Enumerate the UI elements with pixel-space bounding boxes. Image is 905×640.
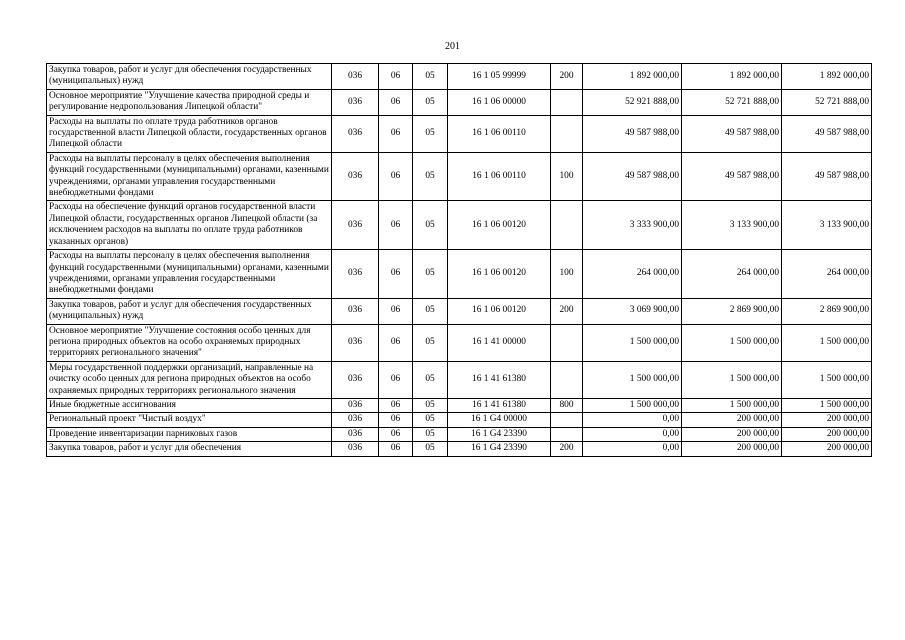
expense-type-cell	[551, 115, 583, 152]
subsection-cell: 05	[413, 115, 448, 152]
table-row	[47, 64, 872, 90]
expense-name-cell: Основное мероприятие "Улучшение состояния особо ценных для региона природных объектов на особо охраняемых природных территориях регионального значения"	[47, 324, 332, 361]
table-row	[47, 250, 872, 299]
ministry-code-cell: 036	[332, 115, 379, 152]
amount-year3-cell: 264 000,00	[782, 250, 872, 299]
amount-year1-cell: 1 892 000,00	[583, 64, 682, 90]
amount-year3-cell: 200 000,00	[782, 427, 872, 441]
table-row	[47, 89, 872, 115]
expense-name-cell: Иные бюджетные ассигнования	[47, 398, 332, 412]
ministry-code-cell: 036	[332, 250, 379, 299]
table-row	[47, 201, 872, 250]
amount-year2-cell: 1 500 000,00	[682, 361, 782, 398]
section-cell: 06	[379, 398, 413, 412]
amount-year2-cell: 52 721 888,00	[682, 89, 782, 115]
amount-year1-cell: 3 069 900,00	[583, 298, 682, 324]
table-row	[47, 115, 872, 152]
amount-year1-cell: 1 500 000,00	[583, 398, 682, 412]
amount-year2-cell: 200 000,00	[682, 413, 782, 427]
ministry-code-cell: 036	[332, 64, 379, 90]
expense-type-cell	[551, 361, 583, 398]
target-article-cell: 16 1 41 61380	[448, 361, 551, 398]
table-row	[47, 324, 872, 361]
amount-year3-cell: 3 133 900,00	[782, 201, 872, 250]
section-cell: 06	[379, 298, 413, 324]
amount-year3-cell: 1 500 000,00	[782, 398, 872, 412]
amount-year1-cell: 0,00	[583, 413, 682, 427]
section-cell: 06	[379, 64, 413, 90]
expense-name-cell: Расходы на обеспечение функций органов государственной власти Липецкой области, государственных органов Липецкой области (за исключением расходов на выплаты по оплате труда работников указанных органов)	[47, 201, 332, 250]
expense-name-cell: Основное мероприятие "Улучшение качества природной среды и регулирование недропользования Липецкой области"	[47, 89, 332, 115]
target-article-cell: 16 1 06 00120	[448, 201, 551, 250]
section-cell: 06	[379, 442, 413, 456]
amount-year3-cell: 1 500 000,00	[782, 361, 872, 398]
subsection-cell: 05	[413, 250, 448, 299]
expense-name-cell: Региональный проект "Чистый воздух"	[47, 413, 332, 427]
expense-type-cell: 100	[551, 152, 583, 201]
amount-year2-cell: 2 869 900,00	[682, 298, 782, 324]
expense-type-cell: 800	[551, 398, 583, 412]
expense-name-cell: Закупка товаров, работ и услуг для обеспечения государственных (муниципальных) нужд	[47, 298, 332, 324]
amount-year3-cell: 52 721 888,00	[782, 89, 872, 115]
amount-year2-cell: 200 000,00	[682, 442, 782, 456]
expense-type-cell	[551, 324, 583, 361]
section-cell: 06	[379, 427, 413, 441]
table-row	[47, 152, 872, 201]
expense-name-cell: Расходы на выплаты персоналу в целях обеспечения выполнения функций государственными (муниципальными) органами, казенными учреждениями, органами управления государственными внебюджетными фондами	[47, 250, 332, 299]
expense-type-cell	[551, 427, 583, 441]
target-article-cell: 16 1 06 00110	[448, 152, 551, 201]
amount-year1-cell: 264 000,00	[583, 250, 682, 299]
amount-year3-cell: 200 000,00	[782, 413, 872, 427]
expense-type-cell	[551, 201, 583, 250]
amount-year1-cell: 3 333 900,00	[583, 201, 682, 250]
budget-table	[46, 63, 872, 457]
amount-year1-cell: 0,00	[583, 442, 682, 456]
expense-type-cell: 200	[551, 298, 583, 324]
section-cell: 06	[379, 201, 413, 250]
amount-year3-cell: 1 892 000,00	[782, 64, 872, 90]
table-row	[47, 398, 872, 412]
amount-year1-cell: 1 500 000,00	[583, 361, 682, 398]
ministry-code-cell: 036	[332, 398, 379, 412]
ministry-code-cell: 036	[332, 442, 379, 456]
subsection-cell: 05	[413, 201, 448, 250]
expense-name-cell: Расходы на выплаты персоналу в целях обеспечения выполнения функций государственными (муниципальными) органами, казенными учреждениями, органами управления государственными внебюджетными фондами	[47, 152, 332, 201]
target-article-cell: 16 1 06 00000	[448, 89, 551, 115]
page-number: 201	[445, 41, 460, 52]
section-cell: 06	[379, 152, 413, 201]
ministry-code-cell: 036	[332, 298, 379, 324]
target-article-cell: 16 1 41 00000	[448, 324, 551, 361]
ministry-code-cell: 036	[332, 361, 379, 398]
table-row	[47, 427, 872, 441]
amount-year2-cell: 49 587 988,00	[682, 152, 782, 201]
amount-year2-cell: 3 133 900,00	[682, 201, 782, 250]
amount-year2-cell: 1 892 000,00	[682, 64, 782, 90]
expense-name-cell: Меры государственной поддержки организаций, направленные на очистку особо ценных для региона природных объектов на особо охраняемых природных территориях регионального значения	[47, 361, 332, 398]
expense-name-cell: Закупка товаров, работ и услуг для обеспечения	[47, 442, 332, 456]
ministry-code-cell: 036	[332, 427, 379, 441]
section-cell: 06	[379, 115, 413, 152]
amount-year3-cell: 49 587 988,00	[782, 115, 872, 152]
expense-type-cell	[551, 413, 583, 427]
table-row	[47, 298, 872, 324]
expense-type-cell	[551, 89, 583, 115]
table-row	[47, 413, 872, 427]
expense-type-cell: 200	[551, 442, 583, 456]
expense-type-cell: 200	[551, 64, 583, 90]
target-article-cell: 16 1 G4 23390	[448, 427, 551, 441]
ministry-code-cell: 036	[332, 201, 379, 250]
subsection-cell: 05	[413, 324, 448, 361]
section-cell: 06	[379, 361, 413, 398]
amount-year1-cell: 49 587 988,00	[583, 152, 682, 201]
section-cell: 06	[379, 413, 413, 427]
subsection-cell: 05	[413, 442, 448, 456]
table-row	[47, 361, 872, 398]
expense-type-cell: 100	[551, 250, 583, 299]
section-cell: 06	[379, 324, 413, 361]
amount-year2-cell: 264 000,00	[682, 250, 782, 299]
ministry-code-cell: 036	[332, 152, 379, 201]
subsection-cell: 05	[413, 427, 448, 441]
amount-year2-cell: 200 000,00	[682, 427, 782, 441]
subsection-cell: 05	[413, 361, 448, 398]
amount-year2-cell: 1 500 000,00	[682, 398, 782, 412]
subsection-cell: 05	[413, 413, 448, 427]
expense-name-cell: Проведение инвентаризации парниковых газов	[47, 427, 332, 441]
target-article-cell: 16 1 05 99999	[448, 64, 551, 90]
target-article-cell: 16 1 06 00120	[448, 250, 551, 299]
amount-year2-cell: 49 587 988,00	[682, 115, 782, 152]
table-row	[47, 442, 872, 456]
amount-year2-cell: 1 500 000,00	[682, 324, 782, 361]
ministry-code-cell: 036	[332, 413, 379, 427]
subsection-cell: 05	[413, 152, 448, 201]
amount-year3-cell: 2 869 900,00	[782, 298, 872, 324]
target-article-cell: 16 1 06 00120	[448, 298, 551, 324]
ministry-code-cell: 036	[332, 89, 379, 115]
amount-year1-cell: 52 921 888,00	[583, 89, 682, 115]
amount-year1-cell: 49 587 988,00	[583, 115, 682, 152]
subsection-cell: 05	[413, 398, 448, 412]
expense-name-cell: Закупка товаров, работ и услуг для обеспечения государственных (муниципальных) нужд	[47, 64, 332, 90]
target-article-cell: 16 1 G4 23390	[448, 442, 551, 456]
section-cell: 06	[379, 250, 413, 299]
amount-year1-cell: 0,00	[583, 427, 682, 441]
subsection-cell: 05	[413, 89, 448, 115]
target-article-cell: 16 1 G4 00000	[448, 413, 551, 427]
amount-year1-cell: 1 500 000,00	[583, 324, 682, 361]
target-article-cell: 16 1 41 61380	[448, 398, 551, 412]
ministry-code-cell: 036	[332, 324, 379, 361]
subsection-cell: 05	[413, 64, 448, 90]
subsection-cell: 05	[413, 298, 448, 324]
target-article-cell: 16 1 06 00110	[448, 115, 551, 152]
section-cell: 06	[379, 89, 413, 115]
amount-year3-cell: 49 587 988,00	[782, 152, 872, 201]
amount-year3-cell: 200 000,00	[782, 442, 872, 456]
amount-year3-cell: 1 500 000,00	[782, 324, 872, 361]
expense-name-cell: Расходы на выплаты по оплате труда работников органов государственной власти Липецкой области, государственных органов Липецкой области	[47, 115, 332, 152]
